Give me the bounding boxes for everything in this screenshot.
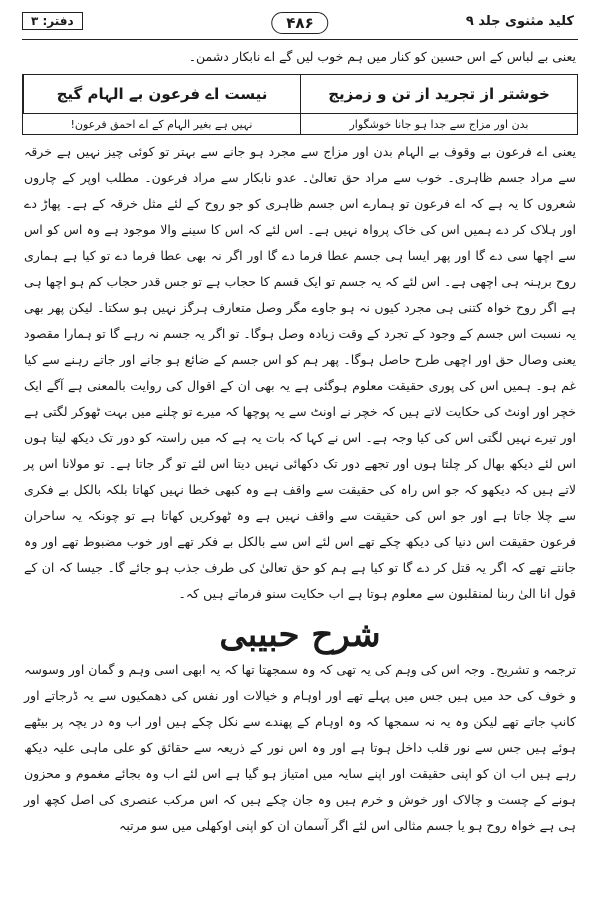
- verse-line-1: خوشتر از تجرید از تن و زمزیج: [300, 75, 577, 113]
- intro-line: یعنی بے لباس کے اس حسین کو کنار میں ہم خوب لیں گے اے نابکار دشمن۔: [188, 49, 576, 64]
- book-title: کلید مثنوی جلد ۹: [465, 14, 574, 29]
- section-label: دفتر: ۳: [22, 12, 83, 30]
- section-heading: شرح حبیبی: [219, 615, 381, 655]
- verse-gloss-1: بدن اور مزاج سے جدا ہو جانا خوشگوار: [300, 113, 577, 134]
- verse-gloss-2: نہیں ہے بغیر الہام کے اے احمق فرعون!: [23, 113, 300, 134]
- header-rule: [22, 39, 578, 40]
- paragraph-translation: ترجمہ و تشریح۔ وجہ اس کی وہم کی یہ تھی کہ وہ سمجھتا تھا کہ یہ ابھی اسی وہم و گمان اور وسوسہ و خوف کی حد میں ہیں جس میں پہلے تھے اور اوہام و خیالات اور نفس کی دھمکیوں سے یہ ڈرجاتے اور کانپ جاتے تھے لیکن وہ یہ نہ سمجھا کہ وہ اوہام کے پھندے سے نکل چکے ہیں اور اب وہ در یچہ پر بیٹھے ہوئے ہیں جس سے نور قلب داخل ہوتا ہے اور وہ اس نور کے ذریعہ سے حقائق کو علی ماہی علیہ دیکھ رہے ہیں اب ان کو اپنی حقیقت اور اپنے سایہ میں امتیاز ہو گیا ہے اس لئے اب وہ بجائے مغموم و محزون ہونے کے چست و چالاک اور خوش و خرم ہیں وہ جان چکے ہیں کہ اس مرکب عنصری کی اصل کچھ اور ہی ہے خواہ روح ہو یا جسم مثالی اس لئے اگر آسمان ان کو اپنی اوکھلی میں سو مرتبہ: [24, 662, 576, 833]
- verse-box: [22, 74, 578, 135]
- paragraph-commentary: یعنی اے فرعون بے وقوف بے الہام بدن اور مزاج سے مجرد ہو جانے سے بہتر تو کوئی چیز نہیں ہے خرقہ سے مراد جسم ظاہری۔ خوب سے مراد حق تعالیٰ۔ عدو نابکار سے مراد فرعون۔ مطلب اوپر کے چاروں شعروں کا یہ ہے کہ اے فرعون تو ہمارے اس جسم ظاہری کو جو روح کے لئے مثل خرقہ کے ہے۔ پھاڑ دے اور ہلاک کر دے ہمیں اس کی خاک پرواہ نہیں ہے۔ اس لئے کہ اس کا سینے والا موجود ہے وہ اس کو اس سے اچھا سی دے گا اور پھر ایسا ہی جسم عطا فرما دے گا اور اگر نہ بھی عطا فرما دے تو کیا ہے ہماری روح برہنہ ہی اچھی ہے۔ اس لئے کہ یہ جسم تو ایک قسم کا حجاب ہے تو جس قدر حجاب کم ہو اچھا ہی ہے اگر روح خواہ کتنی ہی مجرد کیوں نہ ہو جاوے مگر وصل متعارف ہرگز نہیں ہو سکتا۔ لیکن پھر بھی یہ نسبت اس جسم کے وجود کے تجرد کے وقت زیادہ وصل ہوگا۔ تو اگر یہ جسم نہ رہے گا تو ہمارا مقصود یعنی وصال حق اور اچھی طرح حاصل ہوگا۔ پھر ہم کو اس جسم کے ضائع ہو جانے اور جاتے رہنے سے کیا غم ہو۔ ہمیں اس کی پوری حقیقت معلوم ہوگئی ہے یہ بھی ان کے اقوال کی روایت بالمعنی ہے آگے ایک خچر اور اونٹ کی حکایت لاتے ہیں کہ خچر نے اونٹ سے یہ پوچھا کہ میرے تو چلنے میں بہت ٹھوکر لگتی ہے اور تیرے نہیں لگتی اس کی کیا وجہ ہے۔ اس نے کہا کہ بات یہ ہے کہ میں راستہ کو دور تک دیکھ لیتا ہوں اس لئے دیکھ بھال کر چلتا ہوں اور تجھے دور تک دکھائی نہیں دیتا اس لئے تو گر جاتا ہے۔ تو مولانا اس پر لاتے ہیں کہ دیکھو کہ جو اس راہ کی حقیقت سے واقف ہے وہ کبھی خطا نہیں کھاتا بلکہ بالکل بے فکری سے چلا جاتا ہے اور جو اس کی حقیقت سے واقف نہیں ہے وہ ٹھوکریں کھاتا ہے تو چونکہ یہ ساحران فرعون حقیقت اس دنیا کی دیکھ چکے تھے اس لئے اس سے بالکل بے فکر تھے اور خوب مضبوط تھے اور وہ جانتے تھے کہ اگر یہ قتل کر دے گا تو کیا ہے ہم کو حق تعالیٰ کی طرف جذب ہو جائے گا۔ جیسا کہ ان کے قول انا الیٰ ربنا لمنقلبون سے معلوم ہوتا ہے اب حکایت سنو فرماتے ہیں کہ۔: [24, 144, 576, 601]
- page-number: ۴۸۶: [271, 12, 328, 34]
- page: [22, 8, 578, 893]
- page-header: [22, 8, 578, 42]
- verse-line-2: نیست اے فرعون بے الہام گیج: [23, 75, 300, 113]
